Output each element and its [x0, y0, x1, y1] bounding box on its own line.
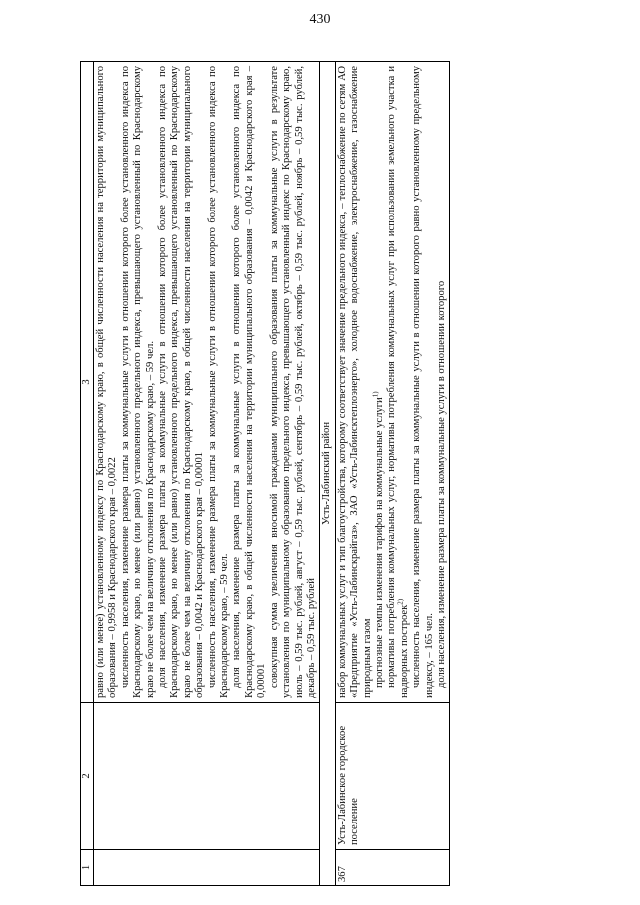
paragraph: численность населения, изменение размера платы за коммунальные услуги в отношении которого равно установленному предельному индексу, – 165 чел.: [411, 66, 435, 698]
cell-entry-text: [335, 62, 450, 703]
header-col-3: 3: [81, 62, 94, 703]
index-table: [80, 61, 450, 886]
page-number: 430: [309, 12, 331, 27]
district-heading: Усть-Лабинский район: [320, 62, 335, 886]
rotated-table-area: [80, 62, 585, 886]
entry-number: 367: [335, 850, 450, 886]
cell-name-empty: [94, 703, 320, 850]
paragraph: [371, 66, 386, 698]
cell-upper-text: [94, 62, 320, 703]
cell-number-empty: [94, 850, 320, 886]
header-row: [81, 62, 94, 886]
paragraph: равно (или менее) установленному индексу по Краснодарскому краю, в общей численности населения на территории муниципального образования – 0,9958 и Краснодарского края – 0,0022: [95, 66, 119, 698]
paragraph-text: нормативы потребления коммунальных услуг, нормативы потребления коммунальных услуг при использовании земельного участка и надворных построек: [386, 66, 410, 698]
footnote-mark: 1): [371, 391, 380, 398]
paragraph: совокупная сумма увеличения вносимой гражданами муниципального образования платы за коммунальные услуги в результате установления по муниципальному образованию предельного индекса, превышающего установленный индекс по Краснодарскому краю, июль – 0,59 тыс. рублей, август – 0,59 тыс. рублей, сентябрь – 0,59 тыс. рублей, октябрь – 0,59 тыс. рублей, ноябрь – 0,59 тыс. рублей, декабрь – 0,59 тыс. рублей: [268, 66, 317, 698]
paragraph: доля населения, изменение размера платы за коммунальные услуги в отношении которого: [435, 280, 447, 688]
entry-name: Усть-Лабинское городское поселение: [335, 703, 450, 850]
paragraph: численность населения, изменение размера платы за коммунальные услуги в отношении которого более установленного индекса по Краснодарскому краю, – 59 чел.: [206, 66, 231, 698]
paragraph: численность населения, изменение размера платы за коммунальные услуги в отношении которого более установленного индекса по Краснодарскому краю, но менее (или равно) установленного предельного индекса, превышающего установленный по Краснодарскому краю не более чем на величину отклонения по Краснодарскому краю, – 59 чел.: [119, 66, 156, 698]
paragraph: доля населения, изменение размера платы за коммунальные услуги в отношении которого более установленного индекса по Краснодарскому краю, но менее (или равно) установленного предельного индекса, превышающего установленный по Краснодарскому краю не более чем на величину отклонения по Краснодарскому краю, в общей численности населения на территории муниципального образования – 0,0042 и Краснодарского края – 0,00001: [157, 66, 206, 698]
header-col-1: 1: [81, 850, 94, 886]
district-row: [320, 62, 335, 886]
paragraph-text: прогнозные темпы изменения тарифов на коммунальные услуги: [373, 397, 385, 688]
header-col-2: 2: [81, 703, 94, 850]
table-row-367: [335, 62, 450, 886]
table-row-continued: [94, 62, 320, 886]
paragraph: [386, 66, 411, 698]
table-rotated-content: [80, 62, 585, 886]
paragraph: набор коммунальных услуг и тип благоустройства, которому соответствует значение предельного индекса, – теплоснабжение по сетям АО «Предприятие «Усть-Лабинскрайгаз», ЗАО «Усть-Лабинсктеплоэнерго», холодное водоснабжение, электроснабжение, газоснабжение природным газом: [336, 66, 373, 698]
paragraph: доля населения, изменение размера платы за коммунальные услуги в отношении которого более установленного индекса по Краснодарскому краю, в общей численности населения на территории муниципального образования – 0,0042 и Краснодарского края – 0,00001: [231, 66, 268, 698]
footnote-mark: 2): [396, 598, 405, 605]
